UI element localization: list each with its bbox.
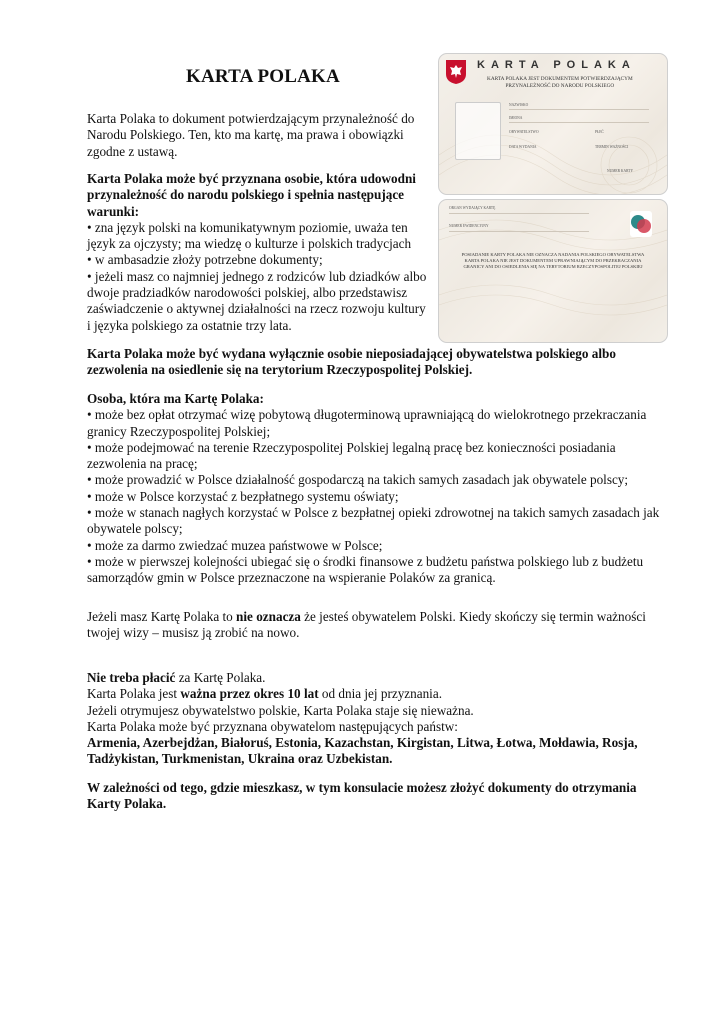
fee-line: Nie treba płacić za Kartę Polaka. bbox=[87, 670, 266, 685]
rights-item: • może za darmo zwiedzać muzea państwowe w Polsce; bbox=[87, 537, 383, 553]
rights-item: • może podejmować na terenie Rzeczypospolitej Polskiej legalną pracę bez konieczności posiadania zezwolenia na pracę; bbox=[87, 439, 616, 472]
field-names-label: IMIONA bbox=[509, 116, 523, 120]
rights-item: • może w Polsce korzystać z bezpłatnego systemu oświaty; bbox=[87, 488, 399, 504]
field-citizenship-label: OBYWATELSTWO bbox=[509, 130, 539, 134]
countries-list: Armenia, Azerbejdżan, Białoruś, Estonia, Kazachstan, Kirgistan, Litwa, Łotwa, Mołdawia, Rosja, Tadżykistan, Turkmenistan, Ukraina oraz Uzbekistan. bbox=[87, 735, 638, 767]
consulate-paragraph: W zależności od tego, gdzie mieszkasz, w tym konsulacie możesz złożyć dokumenty do otrzymania Karty Polaka. bbox=[87, 780, 637, 812]
rights-item: • może w stanach nagłych korzystać w Polsce z bezpłatnej opieki zdrowotnej na takich samych zasadach jak obywatele polscy; bbox=[87, 505, 660, 537]
karta-polaka-back-image bbox=[438, 199, 668, 343]
rights-item: • może prowadzić w Polsce działalność gospodarczą na takich samych zasadach jak obywatele polscy; bbox=[87, 472, 629, 488]
card-front-header: KARTA POLAKA bbox=[477, 59, 636, 71]
restriction-paragraph: Karta Polaka może być wydana wyłącznie osobie nieposiadającej obywatelstwa polskiego albo zezwolenia na osiedlenie się na terytorium Rzeczypospolitej Polskiej. bbox=[87, 346, 616, 378]
conditions-heading: Karta Polaka może być przyznana osobie, która udowodni przynależność do narodu polskiego i spełnia następujące warunki: bbox=[87, 171, 416, 219]
karta-polaka-front-image bbox=[438, 53, 668, 195]
field-surname-label: NAZWISKO bbox=[509, 103, 529, 107]
validity-line: Karta Polaka jest ważna przez okres 10 lat od dnia jej przyznania. bbox=[87, 686, 442, 702]
page-title: KARTA POLAKA bbox=[186, 66, 340, 87]
condition-item: • w ambasadzie złoży potrzebne dokumenty; bbox=[87, 252, 323, 268]
polish-eagle-emblem-icon bbox=[445, 59, 467, 85]
field-card-number-label: NUMER KARTY bbox=[607, 169, 634, 173]
karta-polaka-logo-icon bbox=[630, 211, 652, 237]
field-issued-by-label: ORGAN WYDAJĄCY KARTĘ bbox=[449, 206, 496, 210]
rights-item: • może bez opłat otrzymać wizę pobytową długoterminową uprawniającą do wielokrotnego przekraczania granicy Rzeczypospolitej Polskiej; bbox=[87, 407, 647, 439]
citizenship-paragraph: Jeżeli masz Kartę Polaka to nie oznacza że jesteś obywatelem Polski. Kiedy skończy się termin ważności twojej wizy – musisz ją zrobić na nowo. bbox=[87, 609, 646, 641]
field-issue-date-label: DATA WYDANIA bbox=[509, 145, 537, 149]
condition-item: • zna język polski na komunikatywnym poziomie, uważa ten język za ojczysty; ma wiedzę o kulturze i polskich tradycjach bbox=[87, 219, 412, 252]
intro-paragraph: Karta Polaka to dokument potwierdzającym przynależność do Narodu Polskiego. Ten, kto ma kartę, ma prawa i obowiązki zgodne z ustawą. bbox=[87, 111, 415, 159]
rights-item: • może w pierwszej kolejności ubiegać się o środki finansowe z budżetu państwa polskiego lub z budżetu samorządów gmin w Polsce przeznaczone na wspieranie Polaków za granicą. bbox=[87, 553, 644, 586]
card-front-subtitle: KARTA POLAKA JEST DOKUMENTEM POTWIERDZAJĄCYM PRZYNALEŻNOŚĆ DO NARODU POLSKIEGO bbox=[487, 76, 633, 89]
field-number-label: NUMER EWIDENCYJNY bbox=[449, 224, 489, 228]
card-back-notice: POSIADANIE KARTY POLAKA NIE OZNACZA NADANIA POLSKIEGO OBYWATELSTWA KARTA POLAKA NIE JEST DOKUMENTEM UPRAWNIAJĄCYM DO PRZEKRACZANIA GRANICY ANI DO OSIEDLENIA SIĘ NA TERYTORIUM RZECZYPOSPOLITEJ POLSKIEJ bbox=[461, 252, 645, 269]
conditions-section bbox=[87, 171, 432, 334]
fee-validity-section bbox=[87, 670, 667, 768]
condition-item: • jeżeli masz co najmniej jednego z rodziców lub dziadków albo dwoje pradziadków narodowości polskiej, albo przedstawisz zaświadczenie o aktywnej działalności na rzecz rozwoju kultury i języka polskiego za ostatnie trzy lata. bbox=[87, 268, 427, 333]
photo-placeholder bbox=[455, 102, 501, 160]
rights-section bbox=[87, 391, 667, 587]
countries-intro: Karta Polaka może być przyznana obywatelom następujących państw: bbox=[87, 718, 458, 734]
invalid-line: Jeżeli otrymujesz obywatelstwo polskie, Karta Polaka staje się nieważna. bbox=[87, 702, 474, 718]
rights-heading: Osoba, która ma Kartę Polaka: bbox=[87, 391, 264, 406]
field-expiry-label: TERMIN WAŻNOŚCI bbox=[595, 145, 629, 149]
field-sex-label: PŁEĆ bbox=[595, 130, 604, 134]
